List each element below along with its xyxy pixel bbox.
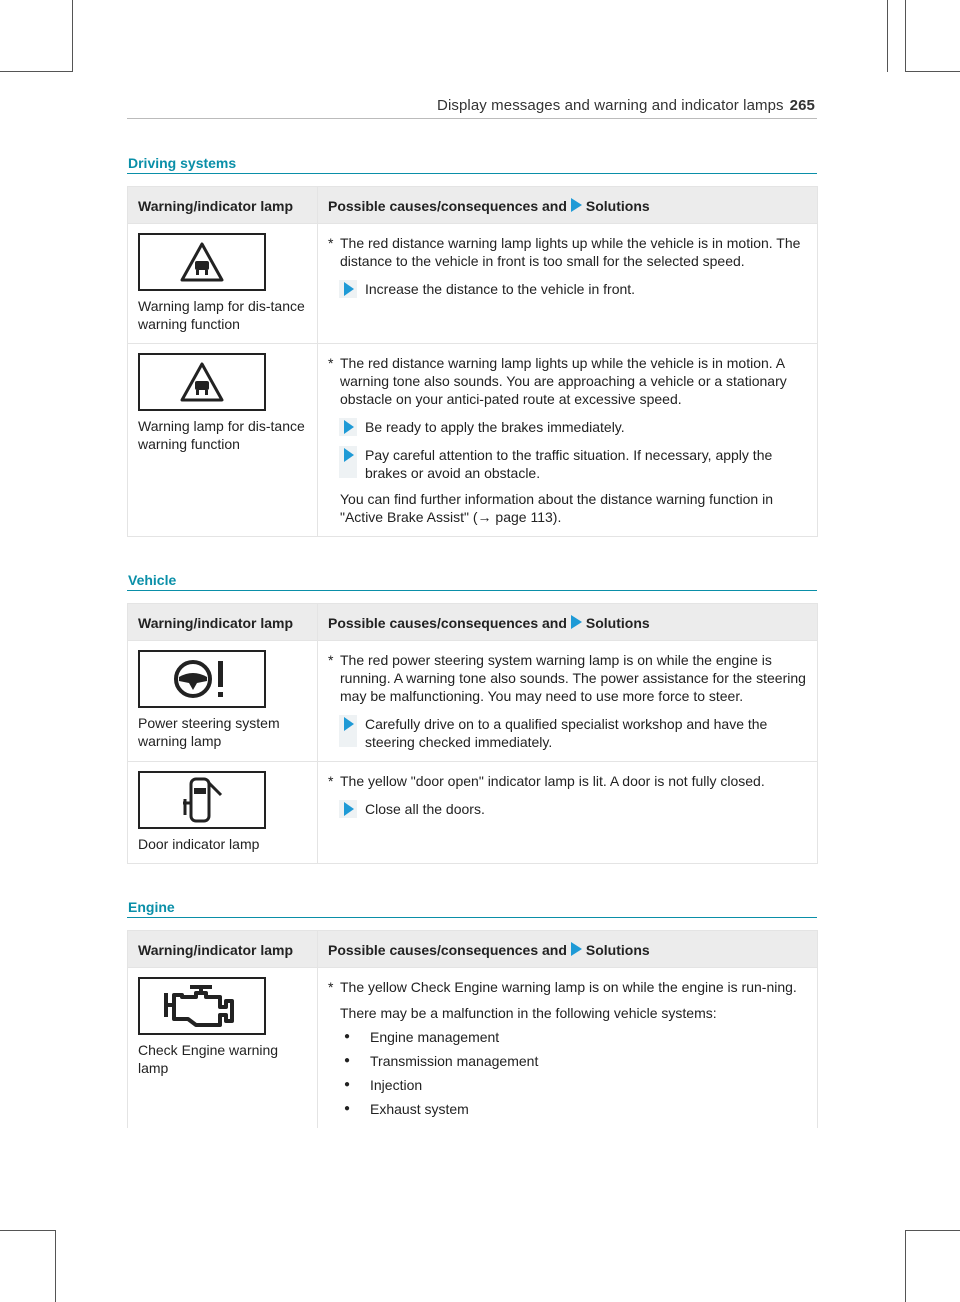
description-cell — [318, 344, 818, 537]
solution-arrow-icon — [339, 418, 357, 436]
col-header-solutions-text: Solutions — [585, 198, 650, 214]
lamp-cell — [128, 762, 318, 864]
solution-arrow-icon — [571, 942, 582, 956]
table-header-row — [128, 604, 818, 641]
crop-mark — [0, 71, 72, 72]
crop-mark — [905, 1230, 960, 1231]
section-rule — [127, 590, 817, 591]
lamp-cell — [128, 641, 318, 762]
solution-step — [328, 418, 807, 436]
description-body: The red distance warning lamp lights up while the vehicle is in motion. The distance to the vehicle in front is too small for the selected speed. — [340, 235, 801, 269]
lamp-label: Warning lamp for dis-tance warning function — [138, 298, 305, 332]
lamp-label: Check Engine warning lamp — [138, 1042, 279, 1076]
bullet-icon: ● — [344, 1103, 351, 1114]
lamp-label: Power steering system warning lamp — [138, 715, 280, 749]
col-header-causes-text: Possible causes/consequences and — [328, 198, 567, 214]
description-text — [328, 651, 807, 705]
description-text — [328, 978, 807, 996]
header-rule — [127, 118, 817, 119]
warning-table — [127, 603, 818, 864]
lamp-box — [138, 233, 266, 291]
description-text: There may be a malfunction in the following vehicle systems: — [340, 1005, 717, 1021]
bullet-icon: ● — [344, 1031, 351, 1042]
list-item — [328, 1028, 807, 1046]
table-header-row — [128, 187, 818, 224]
warning-table — [127, 186, 818, 537]
crop-mark — [72, 0, 73, 72]
table-header-row — [128, 931, 818, 968]
lamp-box — [138, 650, 266, 708]
description-body: The red distance warning lamp lights up while the vehicle is in motion. A warning tone also sounds. You are approaching a vehicle or a stationary obstacle on your antici-pated route at excessive speed. — [340, 355, 787, 407]
distance-warning-icon — [179, 361, 225, 403]
distance-warning-icon — [179, 241, 225, 283]
solution-step — [328, 446, 807, 482]
table-row — [128, 968, 818, 1129]
crop-mark — [55, 1230, 56, 1302]
description-cell — [318, 641, 818, 762]
section-vehicle — [127, 572, 817, 864]
lamp-label: Door indicator lamp — [138, 836, 260, 852]
description-text — [328, 234, 807, 270]
col-header-causes — [318, 187, 818, 224]
col-header-lamp: Warning/indicator lamp — [128, 604, 318, 641]
solution-arrow-icon — [339, 715, 357, 747]
description-text — [328, 354, 807, 408]
asterisk: * — [328, 979, 334, 995]
list-item — [328, 1052, 807, 1070]
section-title: Vehicle — [128, 572, 177, 588]
table-row — [128, 224, 818, 344]
crop-mark — [905, 0, 906, 72]
solution-arrow-icon — [339, 446, 357, 478]
solution-arrow-icon — [339, 280, 357, 298]
check-engine-icon — [162, 983, 242, 1029]
section-rule — [127, 173, 817, 174]
col-header-causes-text: Possible causes/consequences and — [328, 942, 567, 958]
asterisk: * — [328, 773, 334, 789]
list-item-text: Transmission management — [370, 1053, 539, 1069]
section-title: Driving systems — [128, 155, 237, 171]
asterisk: * — [328, 235, 334, 251]
section-engine — [127, 899, 817, 1128]
solution-step — [328, 715, 807, 751]
table-row — [128, 344, 818, 537]
col-header-solutions-text: Solutions — [585, 942, 650, 958]
description-body: The red power steering system warning lamp is on while the engine is running. A warning tone also sounds. The power assistance for the steering may be malfunctioning. You may need to use more force to steer. — [340, 652, 806, 704]
lamp-cell — [128, 224, 318, 344]
solution-arrow-icon — [571, 198, 582, 212]
header-title: Display messages and warning and indicator lamps — [437, 97, 784, 114]
lamp-box — [138, 977, 266, 1035]
table-row — [128, 641, 818, 762]
lamp-box — [138, 353, 266, 411]
lamp-label: Warning lamp for dis-tance warning function — [138, 418, 305, 452]
crop-mark — [887, 0, 888, 72]
col-header-causes — [318, 931, 818, 968]
crop-mark — [72, 0, 73, 1]
solution-step — [328, 800, 807, 818]
solution-text: Close all the doors. — [365, 801, 485, 817]
lamp-cell — [128, 344, 318, 537]
solution-step — [328, 280, 807, 298]
lamp-cell — [128, 968, 318, 1129]
solution-text: Pay careful attention to the traffic situation. If necessary, apply the brakes or avoid an obstacle. — [365, 447, 773, 481]
solution-text: Be ready to apply the brakes immediately. — [365, 419, 625, 435]
section-rule — [127, 917, 817, 918]
power-steering-icon — [171, 657, 233, 701]
description-cell — [318, 762, 818, 864]
list-item — [328, 1076, 807, 1094]
crop-mark — [0, 1230, 55, 1231]
col-header-lamp: Warning/indicator lamp — [128, 931, 318, 968]
col-header-causes — [318, 604, 818, 641]
col-header-solutions-text: Solutions — [585, 615, 650, 631]
door-open-icon — [177, 775, 227, 825]
solution-arrow-icon — [571, 615, 582, 629]
description-body: The yellow "door open" indicator lamp is lit. A door is not fully closed. — [340, 773, 765, 789]
asterisk: * — [328, 355, 334, 371]
list-item-text: Engine management — [370, 1029, 500, 1045]
description-cell — [318, 224, 818, 344]
description-text — [328, 772, 807, 790]
description-body: The yellow Check Engine warning lamp is on while the engine is run-ning. — [340, 979, 797, 995]
bullet-icon: ● — [344, 1079, 351, 1090]
solution-text: Carefully drive on to a qualified specialist workshop and have the steering checked immediately. — [365, 716, 768, 750]
list-item-text: Exhaust system — [370, 1101, 469, 1117]
list-item-text: Injection — [370, 1077, 423, 1093]
col-header-causes-text: Possible causes/consequences and — [328, 615, 567, 631]
page-number: 265 — [789, 97, 815, 114]
crop-mark — [905, 1230, 906, 1302]
solution-text: Increase the distance to the vehicle in front. — [365, 281, 636, 297]
section-driving-systems — [127, 155, 817, 537]
col-header-lamp: Warning/indicator lamp — [128, 187, 318, 224]
solution-arrow-icon — [339, 800, 357, 818]
asterisk: * — [328, 652, 334, 668]
reference-note: You can find further information about the distance warning function in "Active Brake Assist" (→ page 113). — [340, 491, 773, 525]
lamp-box — [138, 771, 266, 829]
crop-mark — [905, 71, 960, 72]
running-header — [0, 97, 815, 114]
table-row — [128, 762, 818, 864]
list-item — [328, 1100, 807, 1118]
description-cell — [318, 968, 818, 1129]
section-title: Engine — [128, 899, 175, 915]
bullet-icon: ● — [344, 1055, 351, 1066]
warning-table — [127, 930, 818, 1128]
